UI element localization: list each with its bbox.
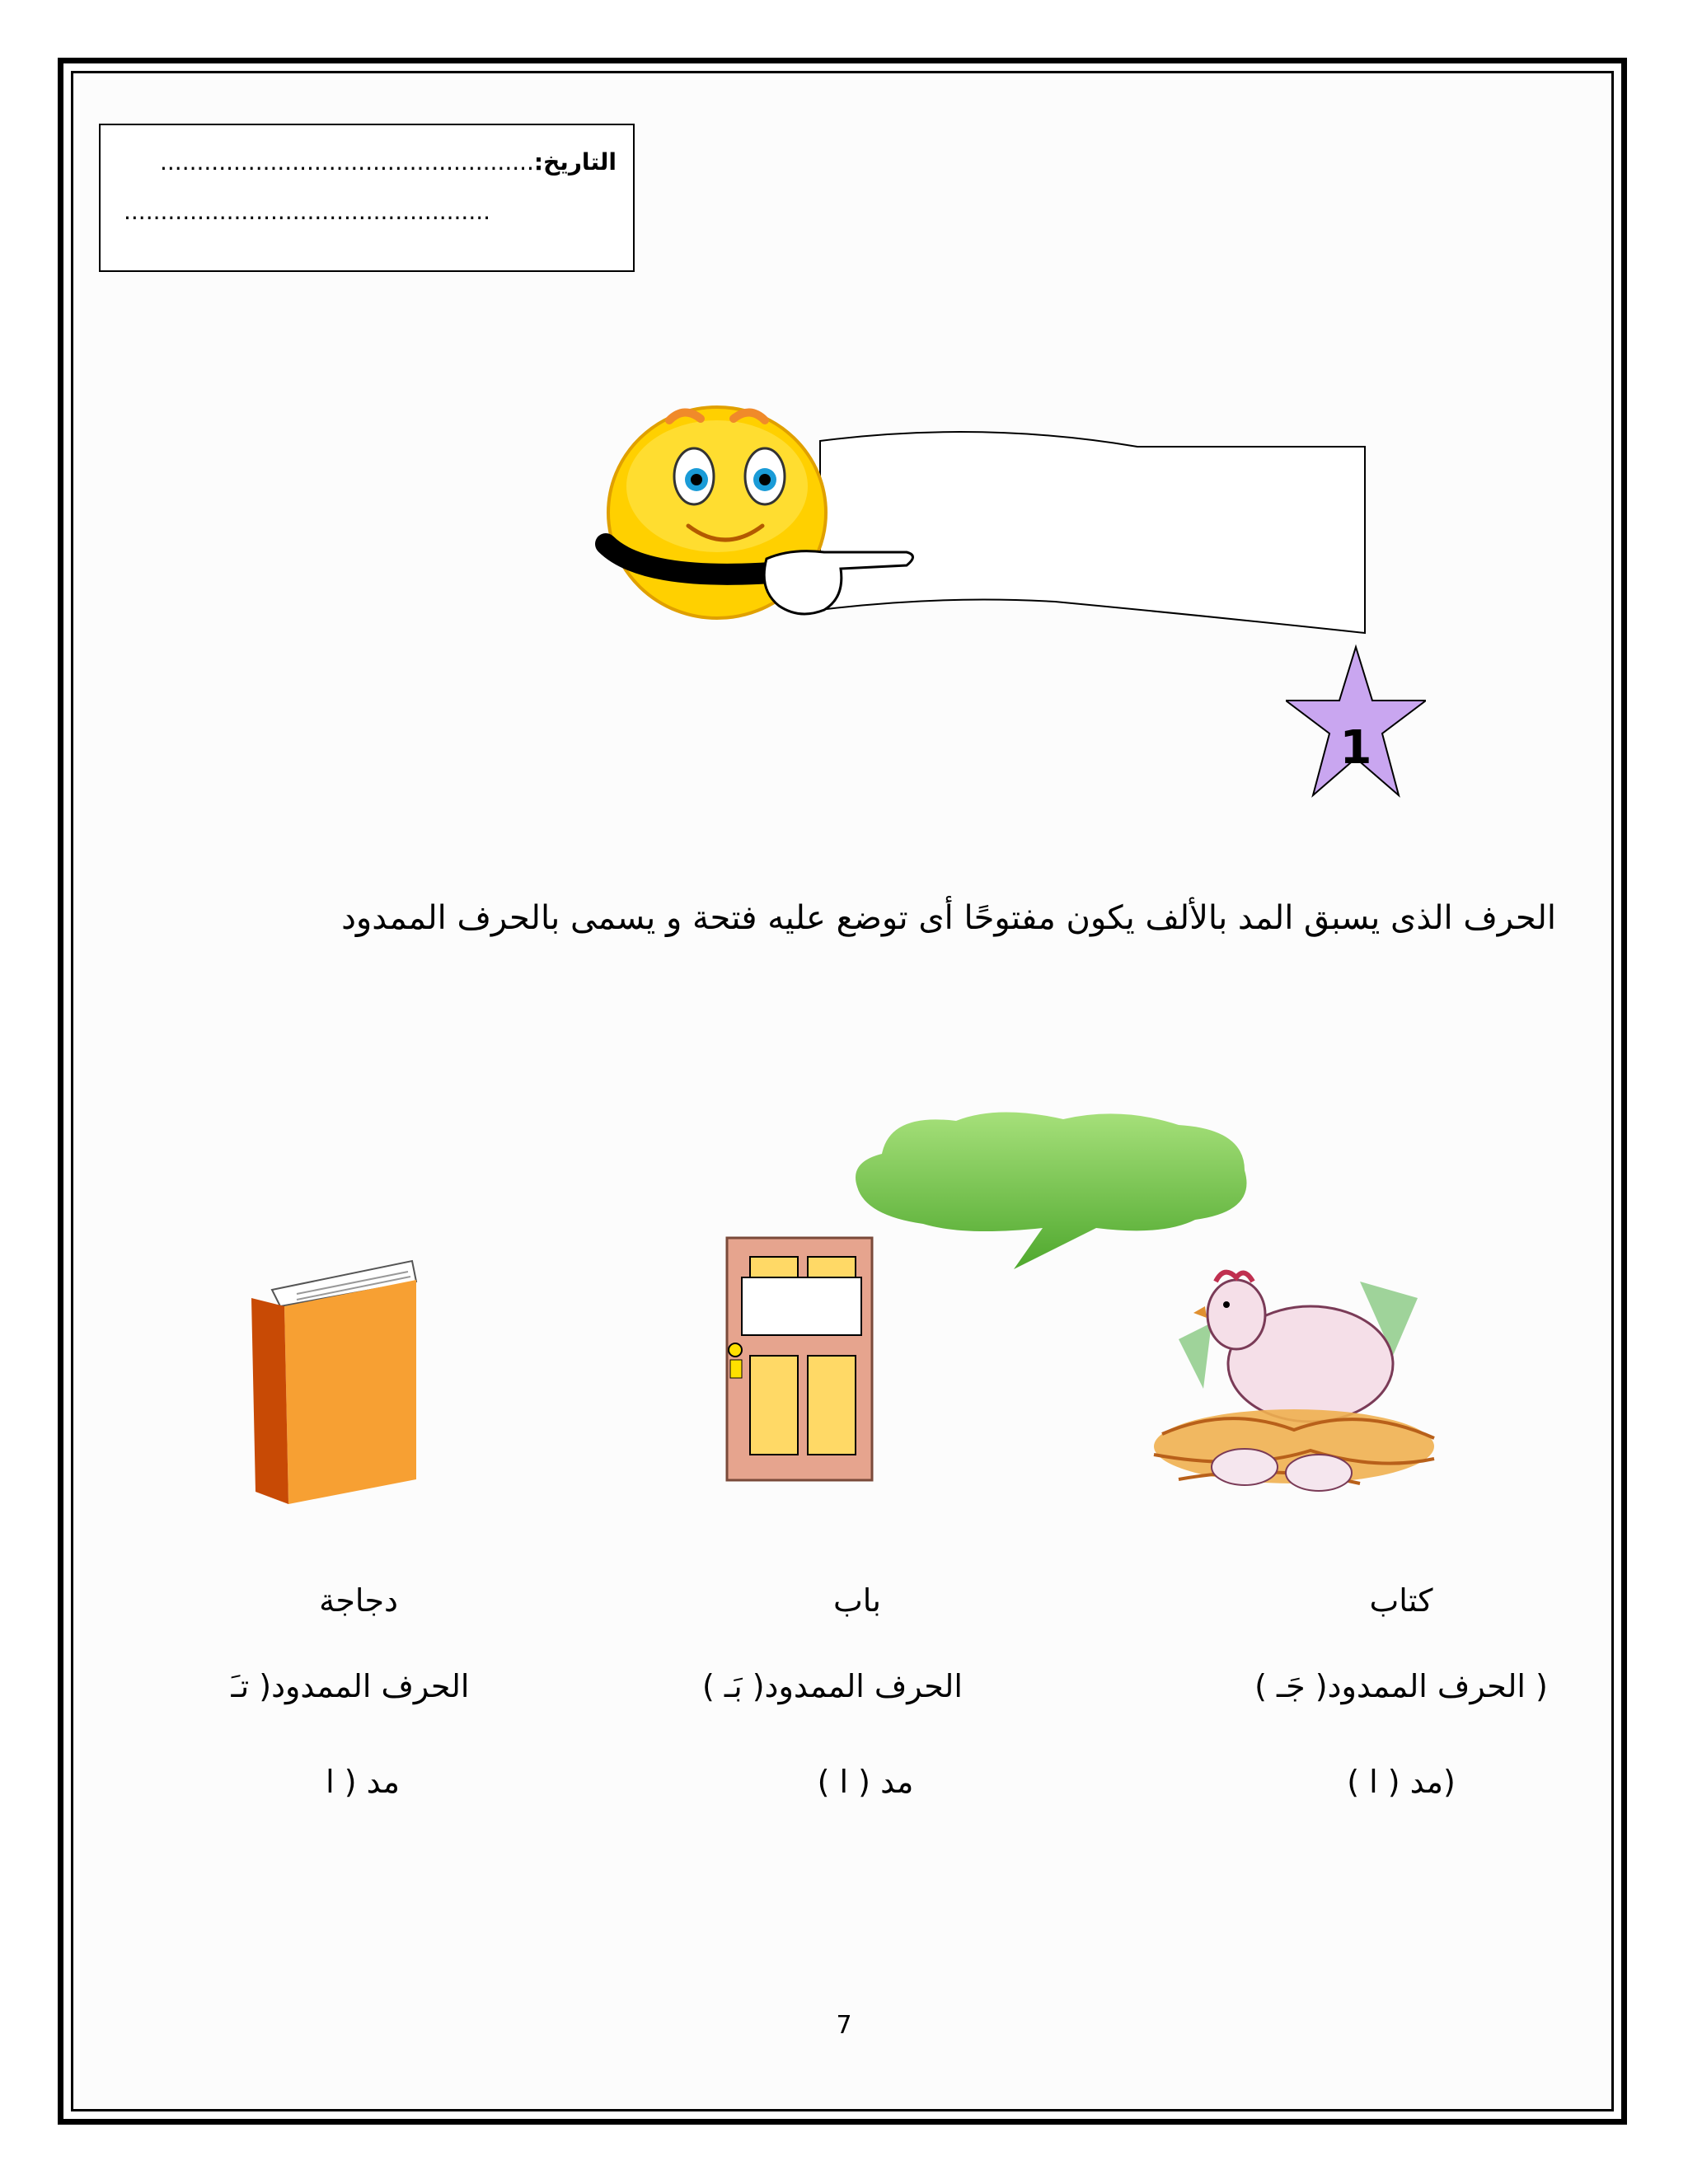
column-right-letter: ( الحرف الممدود( جَـ ) bbox=[1254, 1668, 1548, 1704]
star-number: 1 bbox=[1339, 721, 1372, 775]
page-number: 7 bbox=[836, 2011, 852, 2040]
book-icon bbox=[247, 1257, 420, 1504]
page-border-inner bbox=[71, 71, 1614, 2111]
column-left-mad: مد ( ا bbox=[326, 1764, 400, 1800]
column-left-word: دجاجة bbox=[319, 1582, 398, 1619]
door-icon bbox=[725, 1236, 874, 1483]
date-label-row bbox=[160, 148, 617, 176]
column-middle-word: باب bbox=[833, 1582, 881, 1619]
banner-icon bbox=[820, 432, 1365, 633]
column-right-word: كتاب bbox=[1369, 1582, 1433, 1619]
date-dots-second: .................................................. bbox=[124, 198, 491, 225]
star-badge bbox=[1286, 643, 1426, 799]
column-right-mad: (مد ( ا ) bbox=[1347, 1764, 1456, 1800]
column-left-letter: الحرف الممدود( تـَ bbox=[231, 1668, 470, 1704]
smiley-pointing-icon bbox=[593, 404, 1385, 651]
speech-cloud-icon bbox=[849, 1104, 1261, 1277]
hen-on-nest-icon bbox=[1146, 1257, 1442, 1504]
date-label: التاريخ: bbox=[533, 148, 617, 176]
column-middle-mad: مد ( ا ) bbox=[817, 1764, 914, 1800]
rule-paragraph: الحرف الذى يسبق المد بالألف يكون مفتوحًا أى توضع عليه فتحة و يسمى بالحرف الممدود bbox=[341, 899, 1556, 937]
date-dots: ................................................... bbox=[160, 148, 534, 176]
column-middle-letter: الحرف الممدود( بَـ ) bbox=[702, 1668, 963, 1704]
date-box bbox=[99, 124, 635, 272]
